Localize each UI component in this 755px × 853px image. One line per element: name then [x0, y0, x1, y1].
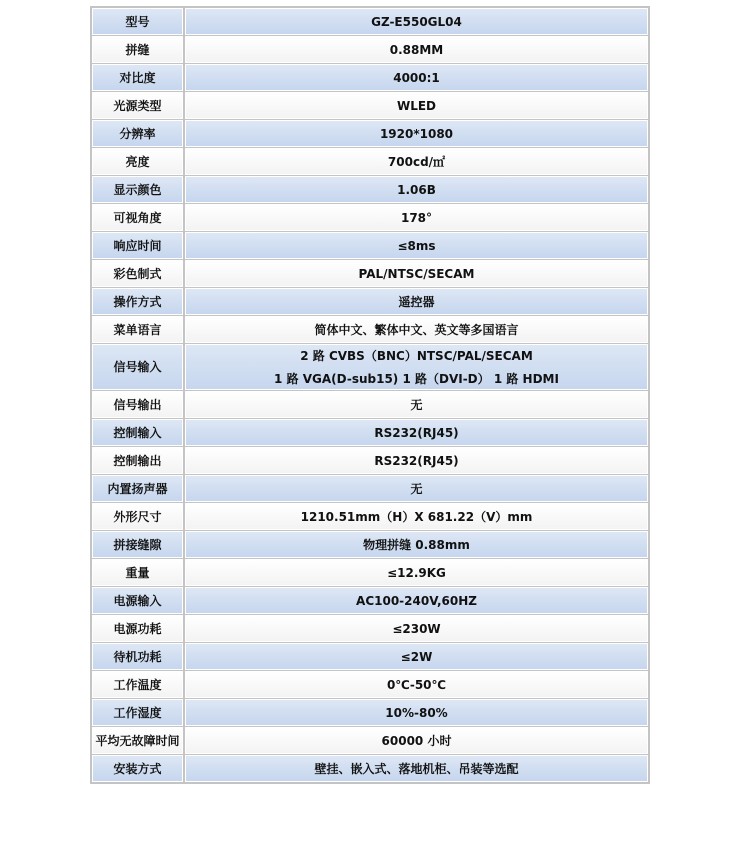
spec-value-line: ≤8ms	[397, 238, 436, 253]
spec-value	[185, 288, 648, 315]
spec-label: 响应时间	[92, 232, 183, 259]
spec-label: 显示颜色	[92, 176, 183, 203]
spec-value	[185, 344, 648, 390]
table-row	[92, 260, 648, 287]
spec-label: 拼缝	[92, 36, 183, 63]
spec-value	[185, 643, 648, 670]
table-row	[92, 36, 648, 63]
spec-value	[185, 36, 648, 63]
spec-value-line: 10%-80%	[385, 705, 448, 720]
spec-value	[185, 419, 648, 446]
table-row	[92, 447, 648, 474]
table-row	[92, 559, 648, 586]
spec-value-line: 物理拼缝 0.88mm	[363, 537, 470, 552]
spec-value-line: 0.88MM	[389, 42, 444, 57]
spec-label: 对比度	[92, 64, 183, 91]
spec-value-line: 壁挂、嵌入式、落地机柜、吊装等选配	[314, 761, 519, 776]
spec-value	[185, 727, 648, 754]
spec-label: 平均无故障时间	[92, 727, 183, 754]
table-row	[92, 391, 648, 418]
spec-value-line: 无	[410, 481, 423, 496]
spec-label: 控制输出	[92, 447, 183, 474]
spec-value-line: 700cd/㎡	[387, 154, 446, 169]
table-row	[92, 587, 648, 614]
spec-label: 电源输入	[92, 587, 183, 614]
spec-value-line: RS232(RJ45)	[374, 453, 459, 468]
spec-value	[185, 176, 648, 203]
spec-label: 拼接缝隙	[92, 531, 183, 558]
spec-value-line: ≤12.9KG	[387, 565, 446, 580]
spec-value	[185, 615, 648, 642]
table-row	[92, 204, 648, 231]
spec-value-line: 4000:1	[393, 70, 440, 85]
spec-value-line: RS232(RJ45)	[374, 425, 459, 440]
spec-value-line: 1.06B	[397, 182, 436, 197]
spec-value-line: PAL/NTSC/SECAM	[358, 266, 475, 281]
table-row	[92, 671, 648, 698]
spec-label: 外形尺寸	[92, 503, 183, 530]
spec-value-line: 178°	[400, 210, 433, 225]
spec-value	[185, 671, 648, 698]
spec-value	[185, 64, 648, 91]
spec-value-line: 0℃-50℃	[386, 677, 447, 692]
spec-value-line: 1 路 VGA(D-sub15) 1 路（DVI-D） 1 路 HDMI	[274, 371, 559, 386]
spec-value	[185, 699, 648, 726]
spec-value	[185, 92, 648, 119]
table-row	[92, 503, 648, 530]
spec-value	[185, 232, 648, 259]
spec-label: 光源类型	[92, 92, 183, 119]
spec-label: 重量	[92, 559, 183, 586]
spec-label: 信号输出	[92, 391, 183, 418]
spec-value	[185, 316, 648, 343]
spec-label: 操作方式	[92, 288, 183, 315]
spec-value-line: ≤2W	[400, 649, 433, 664]
spec-label: 亮度	[92, 148, 183, 175]
spec-label: 分辨率	[92, 120, 183, 147]
spec-value-line: 1210.51mm（H）X 681.22（V）mm	[300, 509, 533, 524]
table-row	[92, 120, 648, 147]
spec-table	[90, 6, 650, 784]
spec-value	[185, 475, 648, 502]
table-row	[92, 643, 648, 670]
table-row	[92, 232, 648, 259]
spec-label: 工作温度	[92, 671, 183, 698]
table-row	[92, 64, 648, 91]
spec-value-line: 60000 小时	[381, 733, 452, 748]
spec-label: 内置扬声器	[92, 475, 183, 502]
spec-value	[185, 8, 648, 35]
spec-value	[185, 755, 648, 782]
spec-value	[185, 204, 648, 231]
table-row	[92, 344, 648, 390]
table-row	[92, 8, 648, 35]
spec-label: 控制输入	[92, 419, 183, 446]
spec-label: 彩色制式	[92, 260, 183, 287]
spec-value	[185, 391, 648, 418]
spec-label: 信号输入	[92, 344, 183, 390]
spec-value	[185, 559, 648, 586]
spec-value-line: GZ-E550GL04	[371, 14, 462, 29]
spec-value	[185, 260, 648, 287]
spec-label: 菜单语言	[92, 316, 183, 343]
spec-value-line: ≤230W	[392, 621, 441, 636]
table-row	[92, 755, 648, 782]
spec-value	[185, 148, 648, 175]
spec-value	[185, 120, 648, 147]
spec-value-line: 2 路 CVBS（BNC）NTSC/PAL/SECAM	[300, 348, 533, 363]
spec-label: 型号	[92, 8, 183, 35]
table-row	[92, 699, 648, 726]
spec-value-line: 遥控器	[398, 294, 435, 309]
table-row	[92, 475, 648, 502]
spec-label: 待机功耗	[92, 643, 183, 670]
table-row	[92, 531, 648, 558]
spec-value-line: 简体中文、繁体中文、英文等多国语言	[314, 322, 519, 337]
table-row	[92, 288, 648, 315]
spec-value-line: AC100-240V,60HZ	[356, 593, 477, 608]
table-row	[92, 419, 648, 446]
table-row	[92, 176, 648, 203]
spec-value-line: WLED	[396, 98, 437, 113]
spec-value	[185, 503, 648, 530]
table-row	[92, 316, 648, 343]
spec-label: 工作湿度	[92, 699, 183, 726]
spec-label: 电源功耗	[92, 615, 183, 642]
table-row	[92, 148, 648, 175]
spec-value	[185, 447, 648, 474]
spec-value	[185, 587, 648, 614]
spec-value-line: 无	[410, 397, 423, 412]
spec-value	[185, 531, 648, 558]
table-row	[92, 727, 648, 754]
table-row	[92, 92, 648, 119]
table-row	[92, 615, 648, 642]
spec-label: 安装方式	[92, 755, 183, 782]
spec-label: 可视角度	[92, 204, 183, 231]
spec-value-line: 1920*1080	[379, 126, 454, 141]
